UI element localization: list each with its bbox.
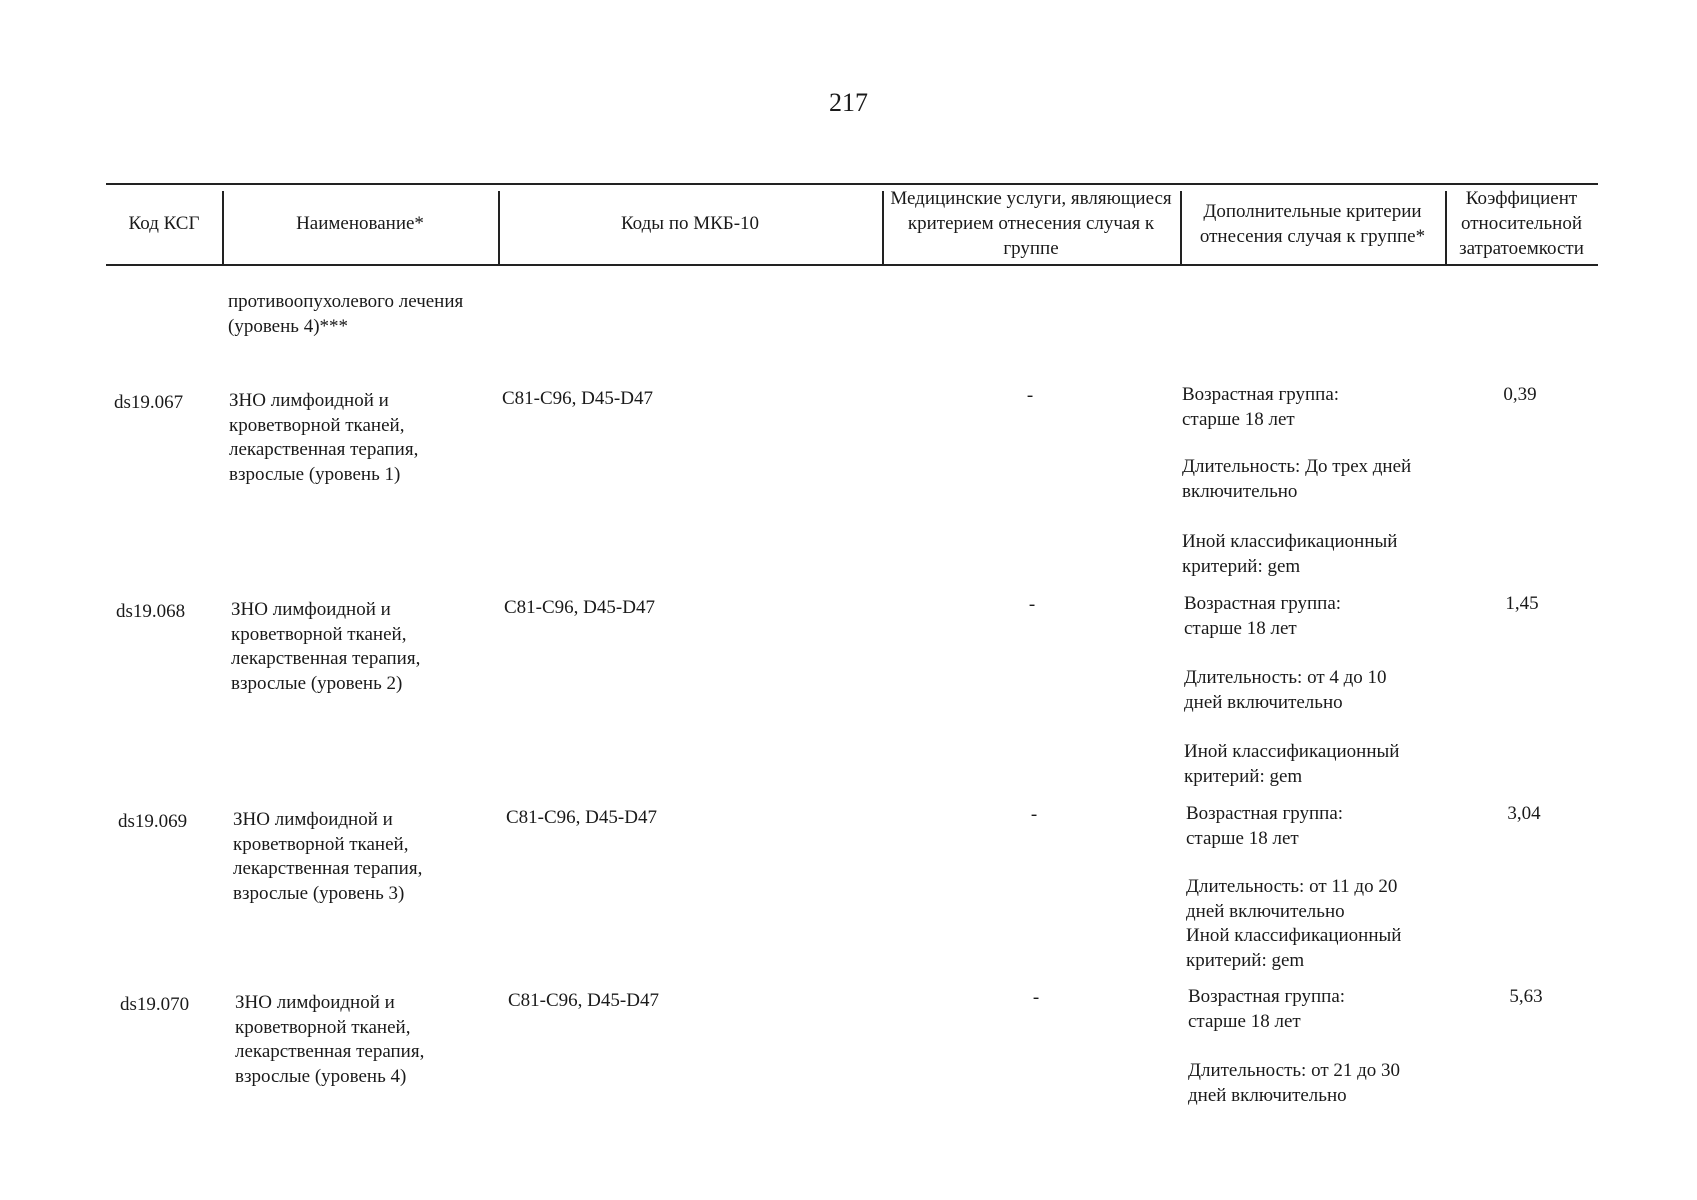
row-coefficient: 1,45 (1505, 593, 1539, 614)
row-code: ds19.070 (120, 994, 190, 1015)
row-code: ds19.069 (118, 811, 188, 832)
row-coefficient: 3,04 (1507, 803, 1541, 824)
row-criterion: Возрастная группа: старше 18 лет (1188, 986, 1346, 1032)
row-services: - (1028, 594, 1036, 615)
column-header-icd: Коды по МКБ-10 (620, 213, 760, 235)
row-criterion: Иной классификационный критерий: gem (1182, 531, 1398, 577)
row-criterion: Возрастная группа: старше 18 лет (1182, 384, 1340, 430)
row-services: - (1026, 385, 1034, 406)
row-criterion: Длительность: До трех дней включительно (1182, 456, 1412, 502)
row-icd-codes: C81-C96, D45-D47 (504, 597, 655, 618)
row-icd-codes: C81-C96, D45-D47 (508, 990, 659, 1011)
row-name: ЗНО лимфоидной и кроветворной тканей, лекарственная терапия, взрослые (уровень 1) (229, 390, 419, 486)
row-code: ds19.068 (116, 601, 186, 622)
column-header-criteria: Дополнительные критерии отнесения случая к группе* (1199, 200, 1426, 247)
row-icd-codes: C81-C96, D45-D47 (502, 388, 653, 409)
column-header-services: Медицинские услуги, являющиеся критерием отнесения случая к группе (890, 188, 1172, 259)
column-header-name: Наименование* (296, 213, 424, 235)
row-name: ЗНО лимфоидной и кроветворной тканей, лекарственная терапия, взрослые (уровень 3) (233, 809, 423, 905)
row-services: - (1032, 987, 1040, 1008)
row-icd-codes: C81-C96, D45-D47 (506, 807, 657, 828)
table-header (106, 183, 1598, 266)
row-criterion: Длительность: от 4 до 10 дней включительно (1184, 667, 1387, 713)
row-criterion: Возрастная группа: старше 18 лет (1184, 593, 1342, 639)
row-services: - (1030, 804, 1038, 825)
row-name: ЗНО лимфоидной и кроветворной тканей, лекарственная терапия, взрослые (уровень 2) (231, 599, 421, 695)
row-coefficient: 5,63 (1509, 986, 1543, 1007)
page-number: 217 (829, 88, 868, 117)
row-code: ds19.067 (114, 392, 184, 413)
row-name: ЗНО лимфоидной и кроветворной тканей, лекарственная терапия, взрослые (уровень 4) (235, 992, 425, 1088)
row-coefficient: 0,39 (1503, 384, 1537, 405)
column-header-code: Код КСГ (128, 213, 200, 235)
row-criterion: Возрастная группа: старше 18 лет (1186, 803, 1344, 849)
row-criterion: Иной классификационный критерий: gem (1184, 741, 1400, 787)
continuation-name: противоопухолевого лечения (уровень 4)*** (228, 291, 464, 337)
column-header-coefficient: Коэффициент относительной затратоемкости (1459, 188, 1584, 259)
row-criterion: Длительность: от 11 до 20 дней включительно Иной классификационный критерий: gem (1186, 876, 1402, 972)
row-criterion: Длительность: от 21 до 30 дней включительно (1188, 1060, 1401, 1106)
